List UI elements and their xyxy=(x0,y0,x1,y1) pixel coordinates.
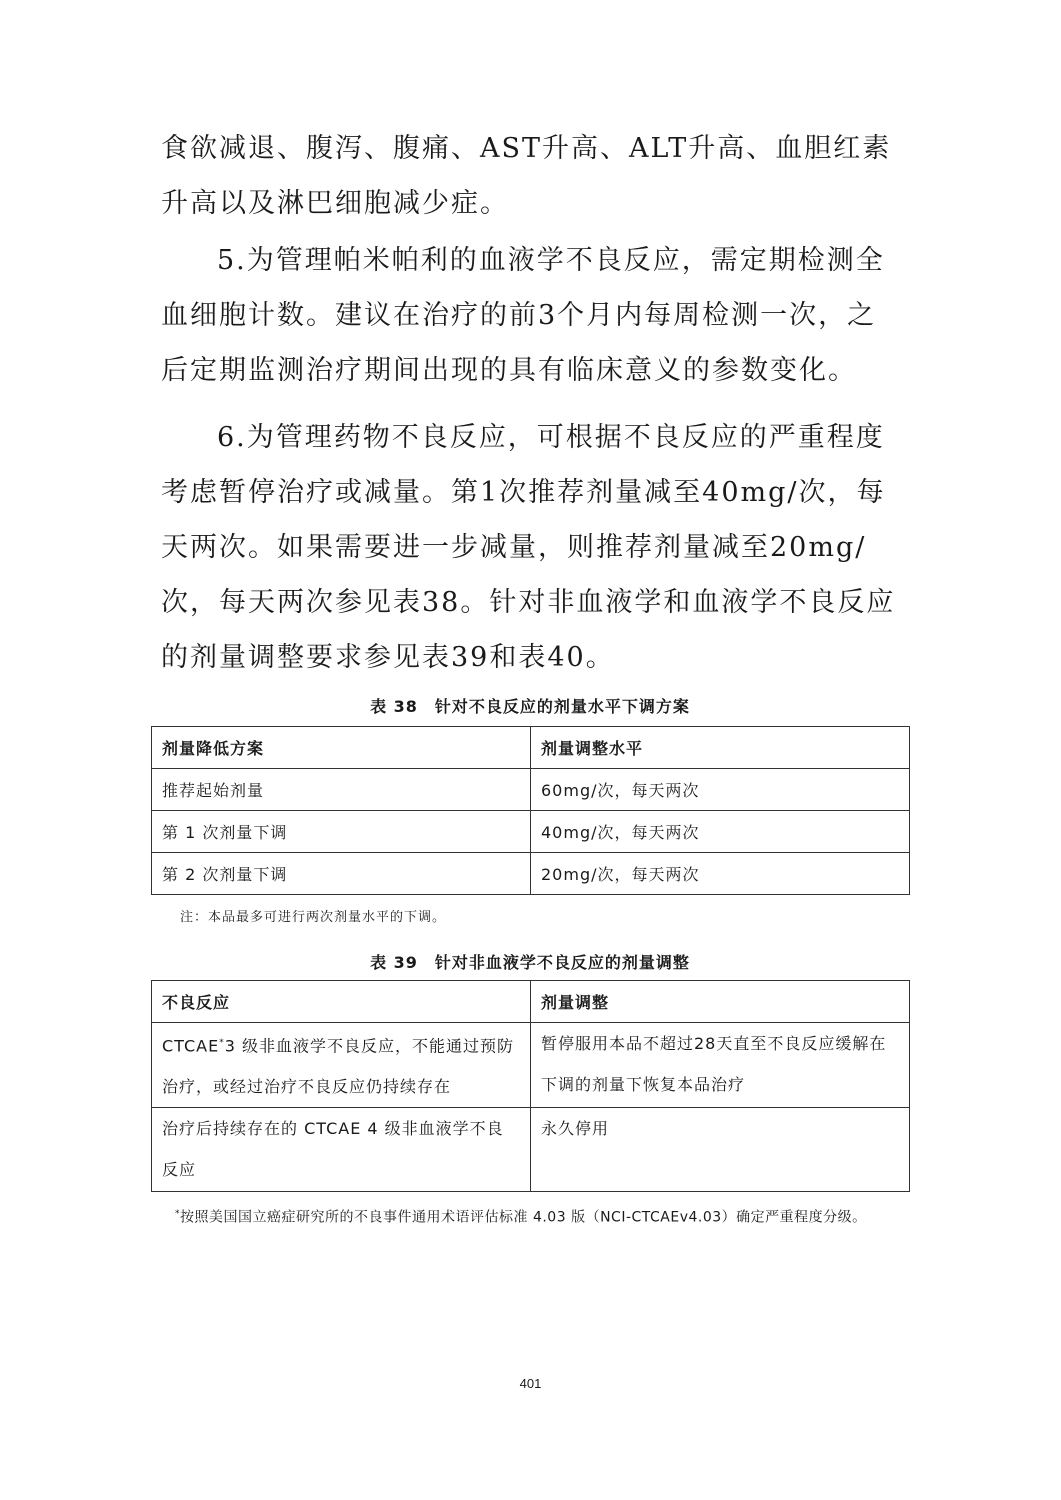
table-38 xyxy=(151,726,910,895)
footnote-text: 按照美国国立癌症研究所的不良事件通用术语评估标准 4.03 版（NCI-CTCAEv4.03）确定严重程度分级。 xyxy=(180,1209,867,1226)
table-39 xyxy=(151,980,910,1192)
table-row xyxy=(152,1108,910,1192)
table-cell: 暂停服用本品不超过28天直至不良反应缓解在下调的剂量下恢复本品治疗 xyxy=(531,1023,910,1108)
table-cell xyxy=(152,1108,531,1192)
table-38-caption: 表 38 针对不良反应的剂量水平下调方案 xyxy=(370,697,690,716)
table-cell xyxy=(152,1023,531,1108)
cell-text: CTCAE xyxy=(162,1036,220,1056)
table-row xyxy=(152,811,910,853)
table-cell: 40mg/次，每天两次 xyxy=(531,811,910,853)
footnote xyxy=(161,1196,901,1237)
table-row xyxy=(152,1023,910,1108)
table-38-note: 注：本品最多可进行两次剂量水平的下调。 xyxy=(180,910,447,925)
paragraph-item-5: 5.为管理帕米帕利的血液学不良反应，需定期检测全血细胞计数。建议在治疗的前3个月内每周检测一次，之后定期监测治疗期间出现的具有临床意义的参数变化。 xyxy=(161,245,885,386)
cell-text: 3 级非血液学不良反应，不能通过预防治疗，或经过治疗不良反应仍持续存在 xyxy=(162,1036,515,1097)
table-header-cell: 不良反应 xyxy=(152,981,531,1023)
page-number: 401 xyxy=(519,1376,542,1391)
paragraph-continuation: 食欲减退、腹泻、腹痛、AST升高、ALT升高、血胆红素升高以及淋巴细胞减少症。 xyxy=(161,133,892,219)
table-cell: 第 2 次剂量下调 xyxy=(152,853,531,895)
table-header-cell: 剂量调整水平 xyxy=(531,727,910,769)
table-row xyxy=(152,853,910,895)
footnote-marker: * xyxy=(219,1038,225,1048)
table-39-caption: 表 39 针对非血液学不良反应的剂量调整 xyxy=(370,953,690,972)
table-cell: 第 1 次剂量下调 xyxy=(152,811,531,853)
table-header-cell: 剂量降低方案 xyxy=(152,727,531,769)
table-cell: 永久停用 xyxy=(531,1108,910,1192)
table-cell: 20mg/次，每天两次 xyxy=(531,853,910,895)
table-row xyxy=(152,769,910,811)
table-header-row xyxy=(152,981,910,1023)
footnote-marker: * xyxy=(175,1209,180,1219)
table-header-row xyxy=(152,727,910,769)
table-header-cell: 剂量调整 xyxy=(531,981,910,1023)
table-cell: 60mg/次，每天两次 xyxy=(531,769,910,811)
table-cell: 推荐起始剂量 xyxy=(152,769,531,811)
paragraph-item-6: 6.为管理药物不良反应，可根据不良反应的严重程度考虑暂停治疗或减量。第1次推荐剂量减至40mg/次，每天两次。如果需要进一步减量，则推荐剂量减至20mg/次，每天两次参见表38。针对非血液学和血液学不良反应的剂量调整要求参见表39和表40。 xyxy=(161,422,896,673)
cell-text: 治疗后持续存在的 CTCAE 4 级非血液学不良反应 xyxy=(162,1119,504,1180)
